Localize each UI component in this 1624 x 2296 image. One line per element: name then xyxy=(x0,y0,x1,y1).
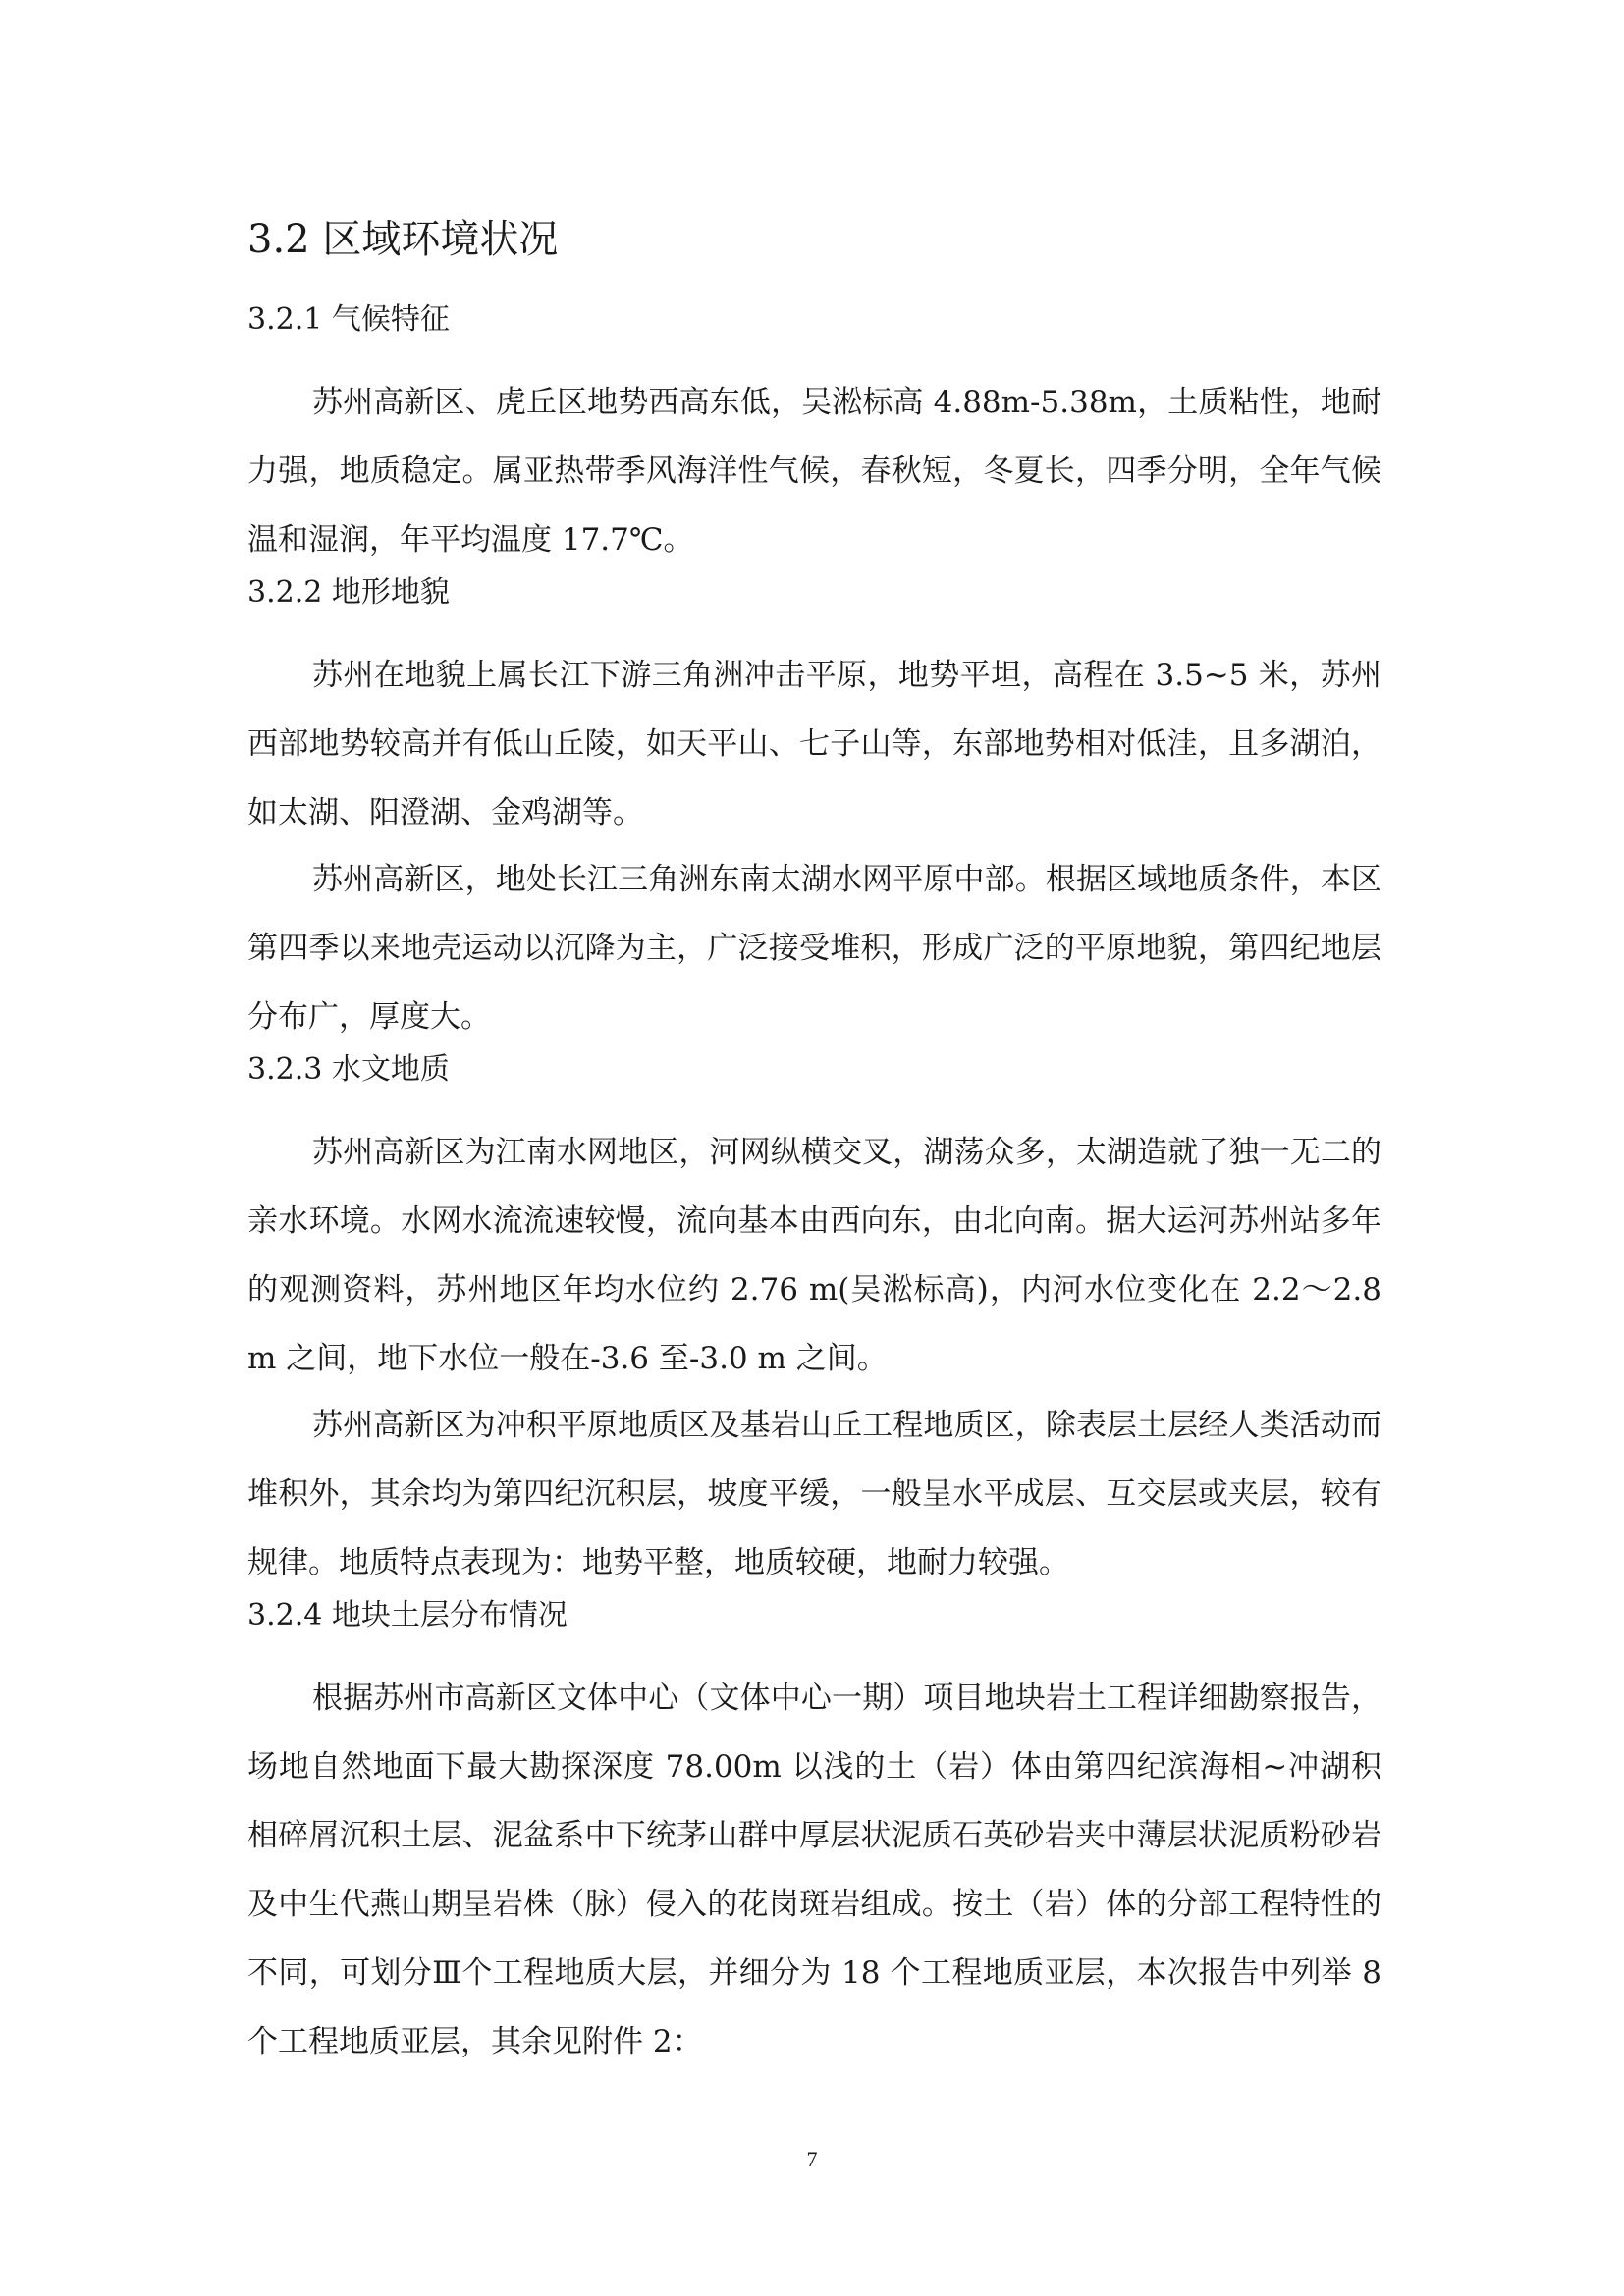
section-title: 3.2 区域环境状况 xyxy=(247,217,559,262)
paragraph-climate: 苏州高新区、虎丘区地势西高东低，吴淞标高 4.88m-5.38m，土质粘性，地耐力强，地质稳定。属亚热带季风海洋性气候，春秋短，冬夏长，四季分明，全年气候温和湿润，年平均温度 17.7℃。 xyxy=(247,385,1381,558)
paragraph-hydrogeology-1: 苏州高新区为江南水网地区，河网纵横交叉，湖荡众多，太湖造就了独一无二的亲水环境。水网水流流速较慢，流向基本由西向东，由北向南。据大运河苏州站多年的观测资料，苏州地区年均水位约 2.76 m(吴淞标高)，内河水位变化在 2.2～2.8 m 之间，地下水位一般在-3.6 至-3.0 m 之间。 xyxy=(247,1135,1381,1376)
page-number: 7 xyxy=(806,2147,818,2171)
paragraph-terrain-2: 苏州高新区，地处长江三角洲东南太湖水网平原中部。根据区域地质条件，本区第四季以来地壳运动以沉降为主，广泛接受堆积，形成广泛的平原地貌，第四纪地层分布广，厚度大。 xyxy=(247,862,1381,1035)
paragraph-terrain-1: 苏州在地貌上属长江下游三角洲冲击平原，地势平坦，高程在 3.5~5 米，苏州西部地势较高并有低山丘陵，如天平山、七子山等，东部地势相对低洼，且多湖泊，如太湖、阳澄湖、金鸡湖等。 xyxy=(247,658,1381,830)
subsection-title-climate: 3.2.1 气候特征 xyxy=(247,302,450,337)
subsection-title-hydrogeology: 3.2.3 水文地质 xyxy=(247,1052,450,1087)
paragraph-hydrogeology-2: 苏州高新区为冲积平原地质区及基岩山丘工程地质区，除表层土层经人类活动而堆积外，其余均为第四纪沉积层，坡度平缓，一般呈水平成层、互交层或夹层，较有规律。地质特点表现为：地势平整，地质较硬，地耐力较强。 xyxy=(247,1408,1381,1580)
subsection-title-soil-layers: 3.2.4 地块土层分布情况 xyxy=(247,1598,568,1632)
subsection-title-terrain: 3.2.2 地形地貌 xyxy=(247,575,450,610)
paragraph-soil-layers: 根据苏州市高新区文体中心（文体中心一期）项目地块岩土工程详细勘察报告，场地自然地面下最大勘探深度 78.00m 以浅的土（岩）体由第四纪滨海相~冲湖积相碎屑沉积土层、泥盆系中下统茅山群中厚层状泥质石英砂岩夹中薄层状泥质粉砂岩及中生代燕山期呈岩株（脉）侵入的花岗斑岩组成。按土（岩）体的分部工程特性的不同，可划分Ⅲ个工程地质大层，并细分为 18 个工程地质亚层，本次报告中列举 8 个工程地质亚层，其余见附件 2： xyxy=(247,1681,1381,2059)
